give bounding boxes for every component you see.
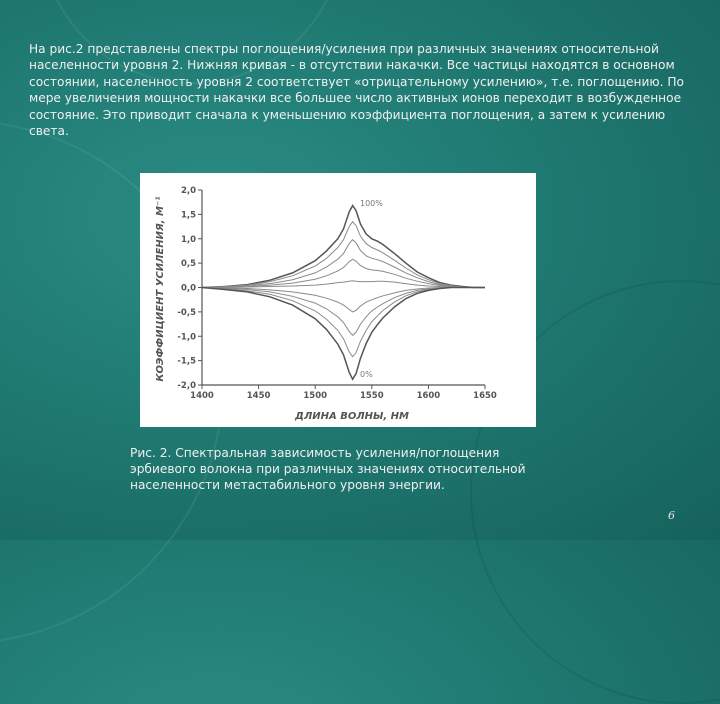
y-tick-label: -1,0	[177, 332, 196, 343]
x-tick-label: 1500	[303, 391, 328, 401]
x-tick-label: 1650	[473, 391, 497, 401]
series-line-1	[202, 206, 485, 288]
x-tick-label: 1400	[190, 391, 214, 401]
y-tick-label: 0,0	[180, 283, 196, 294]
figure-caption: Рис. 2. Спектральная зависимость усиления/поглощения эрбиевого волокна при различных значениях относительной населенности метастабильного уровня энергии.	[130, 446, 526, 492]
x-ticks-group	[190, 385, 497, 401]
x-tick-label: 1550	[359, 391, 384, 401]
series-line-2	[202, 222, 485, 288]
y-tick-label: -1,5	[177, 356, 196, 367]
y-tick-label: 1,5	[180, 210, 196, 221]
intro-paragraph: На рис.2 представлены спектры поглощения/усиления при различных значениях относительной населенности уровня 2. Нижняя кривая - в отсутствии накачки. Все частицы находятся в основном состоянии, населенность уровня 2 соответствует «отрицательному усилению», т.е. поглощению. По мере увеличения мощности накачки все большее число активных ионов переходит в возбужденное состояние. Это приводит сначала к уменьшению коэффициента поглощения, а затем к усилению света.	[29, 42, 685, 139]
spectrum-figure	[140, 173, 536, 427]
x-axis-label: ДЛИНА ВОЛНЫ, НМ	[295, 411, 409, 422]
y-tick-label: 0,5	[180, 259, 196, 270]
x-tick-label: 1600	[416, 391, 441, 401]
y-tick-label: -0,5	[177, 307, 196, 318]
annotation-bottom: 0%	[360, 370, 373, 379]
y-tick-label: -2,0	[177, 381, 196, 391]
x-tick-label: 1450	[246, 391, 271, 401]
gain-spectrum-chart	[140, 173, 536, 427]
y-ticks-group	[177, 186, 202, 391]
y-axis-label: КОЭФФИЦИЕНТ УСИЛЕНИЯ, М⁻¹	[155, 196, 166, 382]
annotation-top: 100%	[360, 199, 383, 208]
series-line-9	[202, 288, 485, 380]
y-tick-label: 1,0	[180, 234, 196, 245]
series-line-7	[202, 288, 485, 336]
series-line-3	[202, 240, 485, 288]
page-number: 6	[668, 509, 675, 522]
y-tick-label: 2,0	[180, 186, 196, 196]
curves-group	[202, 206, 485, 380]
